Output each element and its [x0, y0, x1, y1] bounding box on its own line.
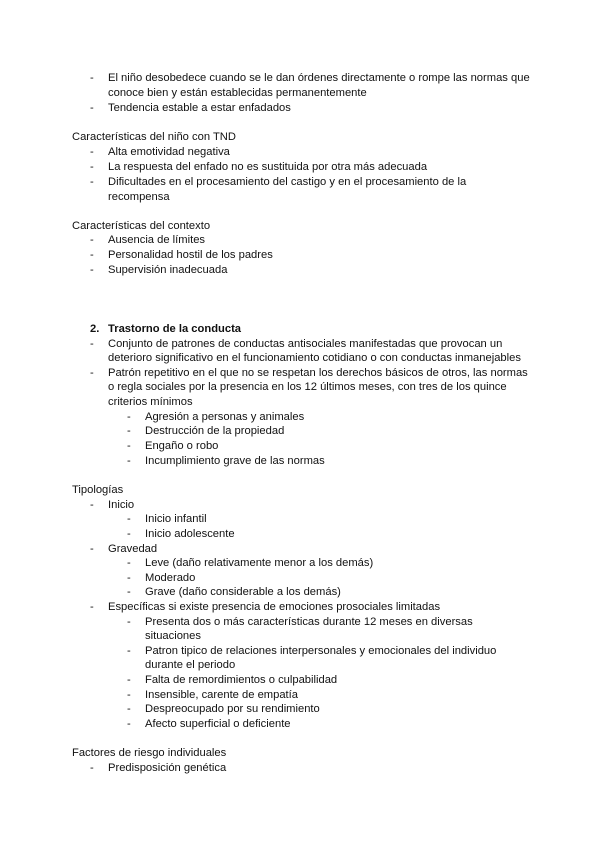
bullet-dash: - [90, 543, 94, 555]
bullet-dash: - [90, 161, 94, 173]
sub-list-item: Engaño o robo [145, 440, 219, 452]
sub-list-item: Moderado [145, 572, 196, 584]
bullet-dash: - [127, 425, 131, 437]
list-item: Patrón repetitivo en el que no se respetan los derechos básicos de otros, las normas [108, 367, 528, 379]
list-item: Supervisión inadecuada [108, 264, 228, 276]
bullet-dash: - [127, 528, 131, 540]
list-item: Alta emotividad negativa [108, 146, 230, 158]
list-item: Ausencia de límites [108, 234, 206, 246]
list-item-continuation: deterioro significativo en el funcionamiento cotidiano o con conductas inmanejables [108, 352, 521, 364]
sub-list-item-continuation: situaciones [145, 630, 201, 642]
sub-list-item: Patron tipico de relaciones interpersonales y emocionales del individuo [145, 645, 497, 657]
bullet-dash: - [127, 440, 131, 452]
sub-list-item: Despreocupado por su rendimiento [145, 703, 320, 715]
bullet-dash: - [127, 616, 131, 628]
list-item-continuation: conoce bien y están establecidas permanentemente [108, 87, 367, 99]
list-item-continuation: recompensa [108, 191, 170, 203]
list-item: El niño desobedece cuando se le dan órdenes directamente o rompe las normas que [108, 72, 530, 84]
section-heading-tipologias: Tipologías [72, 484, 124, 496]
sub-list-item: Leve (daño relativamente menor a los demás) [145, 557, 374, 569]
list-item: Personalidad hostil de los padres [108, 249, 273, 261]
section-title-trastorno: Trastorno de la conducta [108, 323, 242, 335]
bullet-dash: - [127, 513, 131, 525]
bullet-dash: - [90, 102, 94, 114]
bullet-dash: - [127, 718, 131, 730]
list-item-continuation: criterios mínimos [108, 396, 193, 408]
list-item: Dificultades en el procesamiento del castigo y en el procesamiento de la [108, 176, 467, 188]
section-number: 2. [90, 323, 100, 335]
bullet-dash: - [90, 338, 94, 350]
bullet-dash: - [90, 234, 94, 246]
bullet-dash: - [127, 645, 131, 657]
list-item: Específicas si existe presencia de emociones prosociales limitadas [108, 601, 441, 613]
sub-list-item: Afecto superficial o deficiente [145, 718, 291, 730]
sub-list-item: Destrucción de la propiedad [145, 425, 285, 437]
bullet-dash: - [90, 367, 94, 379]
bullet-dash: - [127, 557, 131, 569]
bullet-dash: - [127, 586, 131, 598]
list-item: Conjunto de patrones de conductas antisociales manifestadas que provocan un [108, 338, 503, 350]
bullet-dash: - [127, 572, 131, 584]
list-item: Inicio [108, 499, 135, 511]
section-heading-contexto: Características del contexto [72, 220, 211, 232]
sub-list-item: Agresión a personas y animales [145, 411, 305, 423]
bullet-dash: - [90, 601, 94, 613]
list-item: La respuesta del enfado no es sustituida por otra más adecuada [108, 161, 428, 173]
bullet-dash: - [90, 176, 94, 188]
sub-list-item: Inicio adolescente [145, 528, 235, 540]
sub-list-item: Inicio infantil [145, 513, 207, 525]
sub-list-item: Insensible, carente de empatía [145, 689, 298, 701]
bullet-dash: - [127, 703, 131, 715]
section-heading-tnd: Características del niño con TND [72, 131, 236, 143]
section-heading-factores: Factores de riesgo individuales [72, 747, 227, 759]
sub-list-item: Incumplimiento grave de las normas [145, 455, 325, 467]
bullet-dash: - [90, 264, 94, 276]
bullet-dash: - [90, 249, 94, 261]
list-item: Predisposición genética [108, 762, 227, 774]
bullet-dash: - [90, 72, 94, 84]
list-item: Tendencia estable a estar enfadados [108, 102, 291, 114]
sub-list-item: Grave (daño considerable a los demás) [145, 586, 341, 598]
bullet-dash: - [90, 146, 94, 158]
sub-list-item-continuation: durante el periodo [145, 659, 236, 671]
sub-list-item: Falta de remordimientos o culpabilidad [145, 674, 338, 686]
list-item-continuation: o regla sociales por la presencia en los 12 últimos meses, con tres de los quince [108, 381, 507, 393]
bullet-dash: - [90, 762, 94, 774]
sub-list-item: Presenta dos o más características durante 12 meses en diversas [145, 616, 473, 628]
bullet-dash: - [127, 689, 131, 701]
bullet-dash: - [127, 411, 131, 423]
list-item: Gravedad [108, 543, 158, 555]
bullet-dash: - [127, 455, 131, 467]
bullet-dash: - [90, 499, 94, 511]
bullet-dash: - [127, 674, 131, 686]
